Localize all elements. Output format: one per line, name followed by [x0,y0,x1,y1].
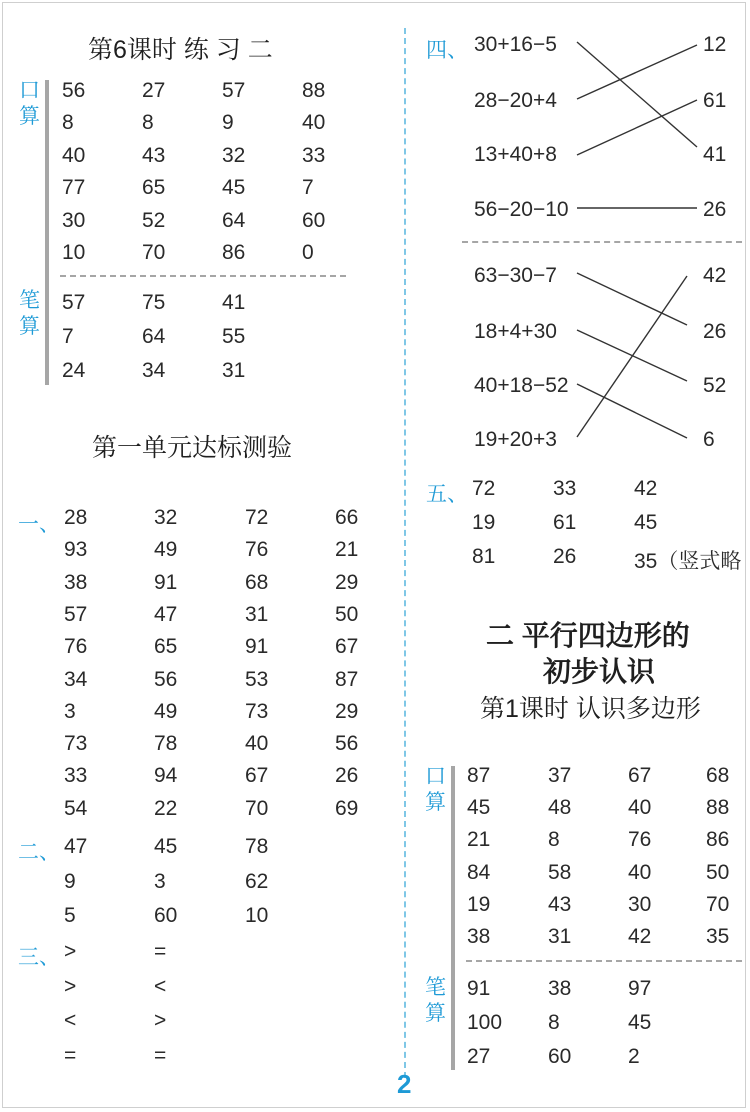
grid-cell: 72 [245,506,269,529]
q1-label: 一、 [18,513,60,536]
grid-cell: 31 [245,602,269,626]
grid-cell: 60 [302,208,326,232]
grid-cell: 32 [222,143,246,167]
grid-cell: 32 [154,506,178,529]
grid-cell: 40 [62,143,86,167]
grid-cell: 67 [245,764,269,788]
grid-cell: 91 [245,635,269,659]
grid-cell: 3 [154,869,166,893]
grid-cell: 8 [548,1011,560,1034]
grid-cell: 56 [154,667,178,691]
grid-cell: 70 [706,892,730,916]
grid-cell: 35（竖式略 [634,550,742,573]
grid-cell: 76 [64,635,88,659]
grid-cell: 33 [553,477,577,500]
grid-cell: 73 [245,699,269,723]
grid-cell: 41 [222,291,246,314]
grid-cell: 42 [634,477,658,500]
match-line [577,45,697,99]
grid-cell: 34 [64,667,88,691]
grid-cell: 34 [142,359,166,382]
grid-cell: = [64,1043,77,1067]
grid-cell: 93 [64,538,88,562]
grid-cell: 37 [548,764,572,787]
chapter2-oral-label: 口算 [425,765,446,814]
grid-cell: 10 [245,904,269,927]
chapter2-title-line2: 初步认识 [543,656,656,687]
grid-cell: 45 [628,1011,652,1034]
grid-cell: 84 [467,860,491,884]
match-expression: 28−20+4 [474,89,557,112]
grid-cell: > [64,940,77,963]
grid-cell: 38 [467,925,491,948]
grid-cell: 27 [467,1045,491,1068]
match-result: 26 [703,198,727,221]
match-result: 61 [703,89,727,112]
grid-cell: 56 [335,732,359,756]
grid-cell: 30 [628,892,652,916]
grid-cell: 62 [245,869,269,893]
grid-cell: 50 [335,602,359,626]
grid-cell: 8 [142,111,154,135]
grid-cell: 58 [548,860,572,884]
grid-cell: 22 [154,796,178,820]
grid-cell: 73 [64,732,88,756]
chapter2-written-label: 笔算 [425,976,446,1025]
match-expression: 56−20−10 [474,198,569,221]
grid-cell: 29 [335,570,359,594]
grid-cell: 8 [548,828,560,852]
grid-cell: 33 [64,764,88,788]
chapter2-title-line1: 二 平行四边形的 [486,620,690,651]
grid-cell: 49 [154,699,178,723]
q3-label: 三、 [18,946,60,969]
grid-cell: 53 [245,667,269,691]
match-expression: 30+16−5 [474,33,557,56]
grid-cell: 87 [467,764,491,787]
lesson6-written-label: 笔算 [19,289,40,338]
grid-cell: 55 [222,325,246,348]
grid-cell: 50 [706,860,730,884]
grid-cell: 45 [467,796,491,820]
grid-cell: 57 [222,79,246,102]
q5-label: 五、 [426,483,468,506]
grid-cell: 66 [335,506,359,529]
grid-cell: 47 [64,835,88,858]
match-line [577,384,687,438]
match-line [577,42,697,147]
grid-cell: 40 [302,111,326,135]
grid-cell: 21 [335,538,359,562]
grid-cell: 42 [628,925,652,948]
grid-cell: 31 [222,359,246,382]
grid-cell: = [154,1043,167,1067]
match-result: 26 [703,320,727,343]
grid-cell: 29 [335,699,359,723]
grid-cell: 52 [142,208,166,232]
grid-cell: > [154,1009,167,1032]
grid-cell: 19 [467,892,491,916]
chapter2-bracket-bar [451,766,455,1070]
grid-cell: 60 [548,1045,572,1068]
grid-cell: 72 [472,477,496,500]
match-result: 6 [703,428,715,451]
page-number: 2 [397,1069,412,1099]
grid-cell: 94 [154,764,178,788]
grid-cell: 68 [245,570,269,594]
grid-cell: 10 [62,241,86,264]
grid-cell: 57 [62,291,86,314]
grid-cell: < [64,1009,77,1032]
grid-cell: 28 [64,506,88,529]
grid-cell: 0 [302,241,314,264]
grid-cell: 3 [64,699,76,723]
grid-cell: 87 [335,667,359,691]
grid-cell: 40 [245,732,269,756]
grid-cell: 5 [64,904,76,927]
grid-cell: 7 [302,176,314,200]
match-result: 12 [703,33,727,56]
grid-cell: 65 [154,635,178,659]
grid-cell: 91 [154,570,178,594]
grid-cell: 48 [548,796,572,820]
unit-test-title: 第一单元达标测验 [92,434,293,462]
grid-cell: 68 [706,764,730,787]
grid-cell: 54 [64,796,88,820]
grid-cell: 33 [302,143,326,167]
grid-cell: 30 [62,208,86,232]
grid-cell: 76 [245,538,269,562]
grid-cell: 67 [628,764,652,787]
q2-label: 二、 [18,841,60,864]
grid-cell: 27 [142,79,166,102]
lesson6-oral-label: 口算 [19,79,40,128]
grid-cell: 9 [222,111,234,135]
grid-cell: 49 [154,538,178,562]
match-line [577,100,697,155]
grid-cell: 45 [154,835,178,858]
grid-cell: 88 [302,79,326,102]
grid-cell: 64 [222,208,246,232]
grid-cell: 35 [706,925,730,948]
match-expression: 19+20+3 [474,428,557,451]
grid-cell: 21 [467,828,491,852]
grid-cell: 26 [335,764,359,788]
match-line [577,276,687,437]
grid-cell: 38 [548,977,572,1000]
grid-cell: 47 [154,602,178,626]
grid-cell: 60 [154,904,178,927]
grid-cell: 78 [154,732,178,756]
grid-cell: 7 [62,325,74,348]
grid-cell: 76 [628,828,652,852]
grid-cell: 86 [706,828,730,852]
grid-cell: 70 [142,241,166,264]
lesson6-title: 第6课时 练 习 二 [88,36,273,64]
grid-cell: < [154,974,167,998]
match-result: 42 [703,264,727,287]
chapter2-divider [466,960,742,962]
grid-cell: 70 [245,796,269,820]
grid-cell: 57 [64,602,88,626]
grid-cell: 26 [553,545,577,568]
grid-cell: 65 [142,176,166,200]
grid-cell: 61 [553,511,577,534]
grid-cell: 43 [548,892,572,916]
grid-cell: = [154,940,167,963]
grid-cell: 64 [142,325,166,348]
match-expression: 18+4+30 [474,320,557,343]
grid-cell: 19 [472,511,496,534]
grid-cell: 69 [335,796,359,820]
grid-cell: > [64,974,77,998]
grid-cell: 78 [245,835,269,858]
match-result: 41 [703,143,727,166]
match-expression: 40+18−52 [474,374,569,397]
grid-cell: 8 [62,111,74,135]
grid-cell: 75 [142,291,166,314]
grid-cell: 100 [467,1011,503,1034]
grid-cell: 67 [335,635,359,659]
grid-cell: 31 [548,925,572,948]
grid-cell: 97 [628,977,652,1000]
grid-cell: 38 [64,570,88,594]
grid-cell: 40 [628,860,652,884]
grid-cell: 86 [222,241,246,264]
grid-cell: 91 [467,977,491,1000]
grid-cell: 88 [706,796,730,820]
grid-cell: 45 [634,511,658,534]
grid-cell: 77 [62,176,86,200]
grid-cell: 56 [62,79,86,102]
grid-cell: 43 [142,143,166,167]
match-expression: 63−30−7 [474,264,557,287]
grid-cell: 40 [628,796,652,820]
grid-cell: 9 [64,869,76,893]
q4-label: 四、 [426,39,468,62]
match-expression: 13+40+8 [474,143,557,166]
grid-cell: 2 [628,1045,640,1068]
chapter2-lesson-title: 第1课时 认识多边形 [480,695,701,723]
match-result: 52 [703,374,727,397]
grid-cell: 45 [222,176,246,200]
grid-cell: 81 [472,545,496,568]
grid-cell: 24 [62,359,86,382]
